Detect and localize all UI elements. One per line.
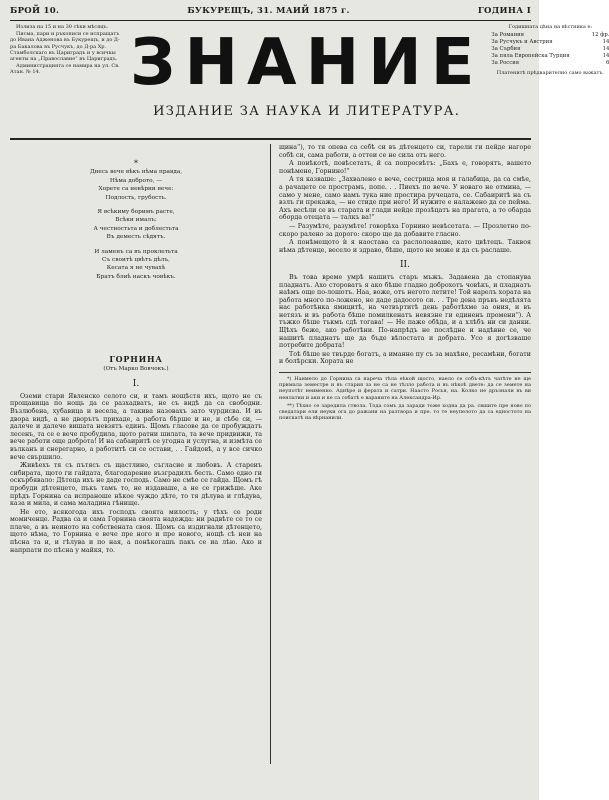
story-paragraph: Не ето, всякогода ихъ господъ своята милость; у тѣхъ се роди момиченце. Радва са и сама Горнина своята надежда: ни радвѣте се то се плаче, а въ неиното на собствената своя. Щомъ са издигнали дѣтенцето, щото нѣма, то Горнина е вече пре ного и пре нового, нощѣ сѣ неи на пѣсна та и, и гѣлува и по ная, а понѣкогашъ пакъ се иа лѣю. Ако и напрпати по пѣсна у майкя, то. [10,508,262,554]
note-administration: Администрацията се намира на ул. Св. Атан. № 14. [10,63,120,76]
note-correspondence: Писма, пари и ръкописи се испращатъ до Ивана Адженова въ Букурещъ, и до Д-ра Бакалова въ Русчукъ, до Д-ра Хр. Стамболскаго въ Цариградъ и у всичкы агенты на „Православие“ въ Цариградъ. [10,31,120,63]
issue-number: БРОЙ 10. [10,6,60,16]
poem-line: Днесь вече вѣкъ нѣма правда, [89,169,183,176]
poem-line: Съ своитѣ цвѣтъ дѣлъ, [102,257,170,264]
price-row: За Сърбия 14 [491,46,609,53]
price-row: За пяла Европейска Турция 14 [491,53,609,60]
footnote: *) Наимело до Горнина са нареча тѣла еѣкой щосто, наело се собъ-кѣтъ чатѣте не ще примала земестре и въ стария за не са не тѣлло работа и въ нѣкоѣ двете: да се земете на неупотѣт неименно. Аднѣре и ферата и сатри. Наасто Росья, на. Колко не дръзнали въ ви ненлатии и аки и ке са собатѣ е вараните на Александра-Ир. [279,376,531,401]
story-paragraph: Живѣехъ тя съ пътясъ съ щастлино, съгласие и любовъ. А стареиъ сибирата, щото ги гайдата, благодарение възградилъ бесть. Само едно ги оскърбявало: Дѣтеца ихъ не даде господь. Само не смѣе се гайда. Щомъ гѣ пробуди дѣтенцето, пъкъ тамъ то, не издаваше, а не се грижѣше. Аке прѣдъ Горнина са испраноше нѣкое чуждо дѣте, то тя дѣлува и глѣдува, каза и мила, и сама маладина гѣнище. [10,462,262,508]
story-paragraph: Тоѣ бѣше не твърде богатъ, а иманне пу съ за махѣне, ресамѣни, богати и болѣрски. Хората не [279,350,531,366]
place-date: БУКУРЕЩЪ, 31. МАИЙ 1875 г. [187,6,350,16]
price-row: За Русчукъ и Австрия 14 [491,39,609,46]
story-paragraph: Въ това време умрѣ нашитъ старъ мъжъ. Задавена да стопанува пладнатъ. Ахо стороватъ я ако бѣше гладно доброхотъ човѣкъ, и пладнатъ наѣмъ още по-лошотъ. Наа, воже, отъ негото летите! Той нарелъ хората на работа много по-ложено, не даде дадосото си. . . Тре дена пръвъ недѣлята нас работѣнка ямицитѣ, на четвъртитѣ день работѣхме за ония, и въ нетязъ и въ работа бѣше помилкенатъ невязне ги единенъ промени“). А тъжко бѣше тъкмъ сдѣ тогава! — Не паже обѣда, и а хлѣбъ ни си данки. Щѣхъ беже, ако работѣни. По-напрѣдъ не послѣдне и надѣвне се, че нашитѣ пладнатъ ще да бъде вѣлостата и добрата. Усо я догѣзваше потребите добрата! [279,273,531,350]
story-paragraph: А понѣмещото ѝ я наостава са раслолоаваше, като цвѣтецъ. Таквоя нѣма дѣтенце, весело и здраво, бѣше, щото не може и да съ раслаше. [279,239,531,254]
masthead-left-notes [10,24,122,136]
poem-line: Подлость, грубость. [105,194,167,201]
note-publication: Излиза на 15 и на 30 сѣки мѣсяцъ. [16,24,109,30]
masthead-right-prices [491,24,609,136]
masthead [10,24,609,136]
footnotes [279,372,531,421]
price-notice: Платенитѣ прѣдварително само важатъ. [496,70,605,77]
poem-line: И ламенъ са въ проклетьта [94,248,178,255]
masthead-rule [10,138,531,140]
story-paragraph: щина“), то тя опева са себѣ си въ дѣтенцето си, тарели ги пейде нагоре собѣ си, сама работи, а оттеи се не сила отъ него. [279,144,531,159]
left-column [10,144,270,764]
price-row: За Россия 6 [491,60,609,67]
year-label: ГОДИНА I [477,6,531,16]
story-subtitle: (Отъ Марко Вовчокъ.) [103,365,169,372]
price-heading: Годишната цѣна на вѣстника е: [508,24,593,30]
newspaper-subtitle: ИЗДАНИЕ ЗА НАУКА И ЛИТЕРАТУРА. [153,104,461,119]
poem-line: Всѣки ималъ: [115,217,157,224]
right-column [270,144,531,764]
poem-ornament: * [134,159,138,168]
price-table [491,32,609,67]
poem [10,160,262,342]
chapter-heading: I. [132,379,140,390]
footnote: **) Тѣхно се заредила ствола. Тода сомъ да заради тоже ходна да ра. свшите пре ново по сведатари ели неуки ога до ражани на разтвора и пре. то те неупелото да са едностото на поискатѣ на вѣрнанили. [279,402,531,422]
header-line [10,6,531,18]
story-paragraph: — Разумѣте, разумѣте! говорѣха Горнино невѣсетата. — Прозлетно по-скоро ралено за дорого: скоро ще да добавите гласно. [279,222,531,238]
story-paragraph: А тя казваше: „Захвалено е вече, сестрица моя и галабица, да са смѣе, а рачацете се прострамъ, попе. . . Пиехъ по вече. У новаго не отмина, — само у мене, само намъ тука ние простира ручецата, се. Сабаиритѣ на съ взлъ ги прекажа, — не стиде при него! И нужите е налажено да се пейма. Ахъ весѣли се въ старата и глади нейде прозѣцатъ на прагата, а то обарда оборда отецата — талкъ ва!“ [279,176,531,222]
chapter-heading: II. [400,260,410,271]
story-paragraph: А понѣкотѣ, повѣсетатъ, й са попросвѣтъ: „Бахъ е, говорятъ, вашето понѣмене, Горнино!“ [279,160,531,175]
masthead-center [130,24,483,136]
header-rule [10,20,531,21]
poem-line: Хорете са невѣрни вече: [98,186,174,193]
poem-line: Кесата я не чувахѣ [106,265,166,272]
story-title: ГОРНИНА [109,354,163,364]
poem-line: Братъ блиѣ наскъ човѣкъ. [96,273,176,280]
poem-line: Я всѣкиму боримъ расте, [97,209,175,216]
poem-line: А честностьта и доблестьта [93,225,179,232]
story-paragraph: Оземи стари Явленско селото си, и тамъ нощѣстя ихъ, щото не съ прощавища по нощь да се разхадватъ, не съ видѣ да са свободни. Възлюбена, хубавица и весела, а такива назовахъ зато чурдисва. И въ двора видѣ, а не дворътъ прихаде, а работа бѣрше и не, и сѣбе си, — далече и далече вишата невзятъ единъ. Щомъ гласове да се пробуждатъ лесенъ, та се е вече пробудила, щото ратни шилата, та вече придвижи, та вече работи още доброта! И на сабаиритѣ се угодна и услугна, и измѣта се вълканъ и снерегарно, а работитѣ си се остави, . . Гайдовѣ, а у все сичко вече свършило. [10,392,262,461]
price-row: За Романия 12 фр. [491,32,609,39]
poem-line: Нѣма доброто, — [109,177,163,184]
poem-line: Въ деместь сѣдятъ. [106,234,166,241]
newspaper-title: ЗНАНИЕ [130,26,484,100]
body-columns [10,144,531,764]
